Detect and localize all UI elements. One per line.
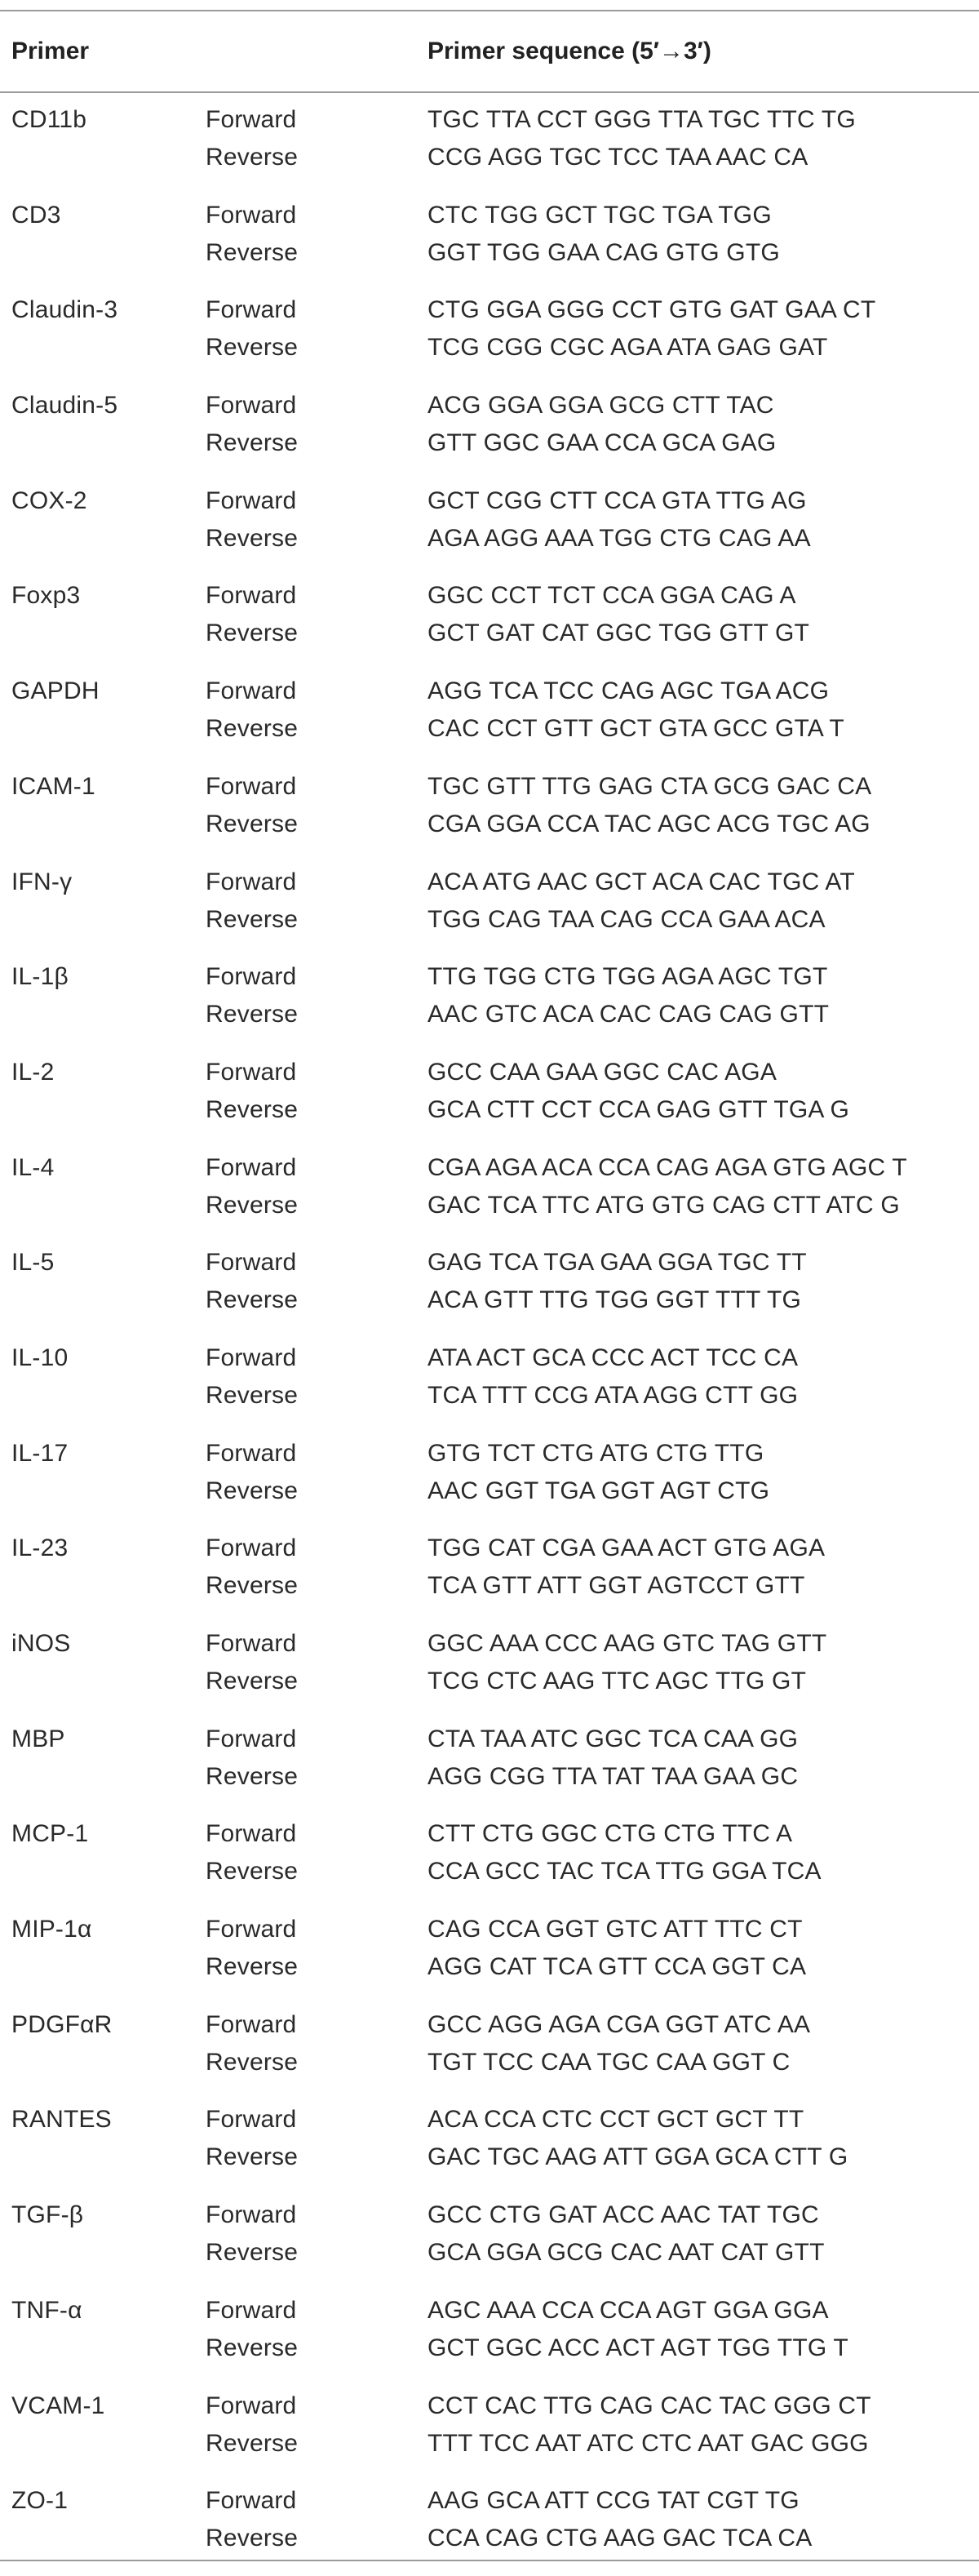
reverse-line (0, 1091, 979, 1129)
table-row (0, 1338, 979, 1433)
reverse-sequence: TGT TCC CAA TGC CAA GGT C (427, 2048, 791, 2076)
forward-line (0, 1244, 979, 1281)
forward-label: Forward (206, 392, 297, 420)
forward-sequence: TGG CAT CGA GAA ACT GTG AGA (427, 1534, 826, 1562)
forward-label: Forward (206, 1344, 297, 1371)
forward-sequence: GTG TCT CTG ATG CTG TTG (427, 1439, 764, 1467)
forward-line (0, 2482, 979, 2520)
reverse-sequence: AGG CGG TTA TAT TAA GAA GC (427, 1762, 799, 1790)
primer-name: MIP-1α (11, 1916, 92, 1943)
table-row (0, 100, 979, 195)
primer-name: IL-2 (11, 1058, 55, 1086)
forward-line (0, 1815, 979, 1853)
reverse-sequence: GCT GGC ACC ACT AGT TGG TTG T (427, 2334, 848, 2361)
forward-sequence: CAG CCA GGT GTC ATT TTC CT (427, 1916, 803, 1943)
forward-sequence: AAG GCA ATT CCG TAT CGT TG (427, 2487, 800, 2515)
reverse-sequence: TCA TTT CCG ATA AGG CTT GG (427, 1381, 799, 1409)
reverse-line (0, 2520, 979, 2557)
primer-name: CD3 (11, 201, 61, 229)
forward-sequence: ACA ATG AAC GCT ACA CAC TGC AT (427, 868, 855, 895)
forward-line (0, 1530, 979, 1567)
primer-name: RANTES (11, 2106, 112, 2134)
forward-line (0, 1911, 979, 1948)
reverse-label: Reverse (206, 1001, 299, 1028)
reverse-line (0, 2139, 979, 2176)
table-row (0, 2005, 979, 2100)
forward-sequence: GCC CAA GAA GGC CAC AGA (427, 1058, 777, 1086)
table-row (0, 766, 979, 862)
reverse-line (0, 1567, 979, 1605)
reverse-label: Reverse (206, 2143, 299, 2171)
forward-line (0, 577, 979, 615)
forward-label: Forward (206, 772, 297, 800)
forward-sequence: CGA AGA ACA CCA CAG AGA GTG AGC T (427, 1153, 907, 1181)
reverse-label: Reverse (206, 2525, 299, 2552)
reverse-line (0, 139, 979, 176)
reverse-label: Reverse (206, 1191, 299, 1219)
reverse-sequence: AGG CAT TCA GTT CCA GGT CA (427, 1953, 807, 1981)
reverse-label: Reverse (206, 2239, 299, 2267)
forward-label: Forward (206, 2010, 297, 2038)
forward-line (0, 1149, 979, 1187)
table-row (0, 481, 979, 576)
reverse-sequence: GCA CTT CCT CCA GAG GTT TGA G (427, 1095, 850, 1123)
reverse-line (0, 2330, 979, 2367)
reverse-sequence: GAC TCA TTC ATG GTG CAG CTT ATC G (427, 1191, 900, 1219)
table-row (0, 575, 979, 671)
reverse-label: Reverse (206, 1858, 299, 1885)
reverse-label: Reverse (206, 238, 299, 266)
reverse-line (0, 2044, 979, 2081)
reverse-label: Reverse (206, 1953, 299, 1981)
forward-sequence: CTG GGA GGG CCT GTG GAT GAA CT (427, 296, 876, 324)
forward-sequence: CTC TGG GCT TGC TGA TGG (427, 201, 772, 229)
primer-name: IFN-γ (11, 868, 73, 895)
forward-label: Forward (206, 2106, 297, 2134)
reverse-line (0, 901, 979, 939)
reverse-sequence: GCA GGA GCG CAC AAT CAT GTT (427, 2239, 825, 2267)
forward-sequence: GAG TCA TGA GAA GGA TGC TT (427, 1249, 807, 1277)
reverse-label: Reverse (206, 1762, 299, 1790)
table-row (0, 957, 979, 1052)
table-row (0, 385, 979, 481)
forward-line (0, 2292, 979, 2330)
table-row (0, 1052, 979, 1148)
forward-sequence: AGG TCA TCC CAG AGC TGA ACG (427, 677, 830, 705)
reverse-label: Reverse (206, 524, 299, 552)
primer-name: TGF-β (11, 2201, 84, 2229)
forward-sequence: GGC AAA CCC AAG GTC TAG GTT (427, 1630, 827, 1657)
forward-line (0, 768, 979, 806)
forward-label: Forward (206, 486, 297, 514)
reverse-label: Reverse (206, 334, 299, 362)
reverse-label: Reverse (206, 715, 299, 743)
primer-name: IL-17 (11, 1439, 69, 1467)
primer-name: Foxp3 (11, 582, 81, 610)
forward-label: Forward (206, 1630, 297, 1657)
table-row (0, 1719, 979, 1814)
reverse-line (0, 520, 979, 557)
reverse-label: Reverse (206, 2429, 299, 2457)
table-row (0, 2099, 979, 2195)
table-row (0, 2386, 979, 2481)
primer-name: ZO-1 (11, 2487, 69, 2515)
forward-line (0, 958, 979, 996)
forward-sequence: GGC CCT TCT CCA GGA CAG A (427, 582, 796, 610)
reverse-sequence: TCG CTC AAG TTC AGC TTG GT (427, 1668, 807, 1694)
primer-name: MBP (11, 1725, 65, 1752)
reverse-line (0, 615, 979, 652)
forward-label: Forward (206, 1153, 297, 1181)
reverse-label: Reverse (206, 1477, 299, 1504)
forward-line (0, 1625, 979, 1663)
primer-name: COX-2 (11, 486, 87, 514)
reverse-sequence: TTT TCC AAT ATC CTC AAT GAC GGG (427, 2429, 869, 2457)
reverse-line (0, 234, 979, 272)
forward-line (0, 101, 979, 139)
forward-sequence: ATA ACT GCA CCC ACT TCC CA (427, 1344, 799, 1371)
table-header (0, 11, 979, 91)
reverse-label: Reverse (206, 620, 299, 647)
reverse-sequence: GAC TGC AAG ATT GGA GCA CTT G (427, 2143, 848, 2171)
reverse-label: Reverse (206, 1095, 299, 1123)
table-row (0, 1528, 979, 1623)
reverse-label: Reverse (206, 1572, 299, 1600)
reverse-sequence: TGG CAG TAA CAG CCA GAA ACA (427, 905, 826, 933)
reverse-label: Reverse (206, 810, 299, 837)
reverse-line (0, 1377, 979, 1415)
forward-sequence: TTG TGG CTG TGG AGA AGC TGT (427, 963, 828, 991)
forward-line (0, 197, 979, 234)
header-primer: Primer (11, 38, 90, 64)
reverse-sequence: GTT GGC GAA CCA GCA GAG (427, 429, 777, 457)
primer-name: VCAM-1 (11, 2392, 105, 2419)
reverse-line (0, 1948, 979, 1986)
forward-label: Forward (206, 2487, 297, 2515)
forward-label: Forward (206, 1439, 297, 1467)
primer-name: MCP-1 (11, 1820, 89, 1848)
primer-name: IL-1β (11, 963, 69, 991)
forward-line (0, 2101, 979, 2139)
forward-line (0, 387, 979, 424)
reverse-label: Reverse (206, 2334, 299, 2361)
forward-label: Forward (206, 677, 297, 705)
table-row (0, 195, 979, 291)
forward-label: Forward (206, 582, 297, 610)
table-row (0, 2481, 979, 2576)
forward-sequence: CTA TAA ATC GGC TCA CAA GG (427, 1725, 799, 1752)
forward-label: Forward (206, 2392, 297, 2419)
reverse-label: Reverse (206, 1381, 299, 1409)
forward-sequence: CCT CAC TTG CAG CAC TAC GGG CT (427, 2392, 871, 2419)
reverse-label: Reverse (206, 144, 299, 171)
reverse-sequence: GGT TGG GAA CAG GTG GTG (427, 238, 780, 266)
reverse-sequence: AAC GTC ACA CAC CAG CAG GTT (427, 1001, 830, 1028)
primer-name: IL-5 (11, 1249, 55, 1277)
table-header-rule (0, 91, 979, 93)
forward-label: Forward (206, 1725, 297, 1752)
reverse-line (0, 996, 979, 1033)
forward-sequence: GCC CTG GAT ACC AAC TAT TGC (427, 2201, 819, 2229)
forward-label: Forward (206, 868, 297, 895)
forward-label: Forward (206, 1058, 297, 1086)
forward-sequence: GCT CGG CTT CCA GTA TTG AG (427, 486, 807, 514)
reverse-sequence: TCG CGG CGC AGA ATA GAG GAT (427, 334, 828, 362)
forward-line (0, 482, 979, 520)
forward-sequence: CTT CTG GGC CTG CTG TTC A (427, 1820, 793, 1848)
reverse-sequence: CCG AGG TGC TCC TAA AAC CA (427, 144, 808, 171)
forward-label: Forward (206, 1820, 297, 1848)
table-row (0, 2195, 979, 2290)
forward-line (0, 1054, 979, 1091)
forward-label: Forward (206, 2201, 297, 2229)
reverse-label: Reverse (206, 1286, 299, 1314)
forward-line (0, 673, 979, 710)
primer-name: PDGFαR (11, 2010, 113, 2038)
forward-line (0, 1435, 979, 1472)
primer-name: ICAM-1 (11, 772, 95, 800)
reverse-sequence: AAC GGT TGA GGT AGT CTG (427, 1477, 770, 1504)
table-row (0, 1623, 979, 1719)
forward-line (0, 864, 979, 901)
forward-line (0, 2196, 979, 2234)
forward-label: Forward (206, 1249, 297, 1277)
primer-name: TNF-α (11, 2296, 82, 2324)
table-row (0, 671, 979, 766)
reverse-line (0, 1758, 979, 1796)
forward-label: Forward (206, 296, 297, 324)
reverse-line (0, 1281, 979, 1319)
forward-sequence: TGC GTT TTG GAG CTA GCG GAC CA (427, 772, 872, 800)
table-row (0, 290, 979, 385)
forward-sequence: GCC AGG AGA CGA GGT ATC AA (427, 2010, 811, 2038)
reverse-sequence: ACA GTT TTG TGG GGT TTT TG (427, 1286, 802, 1314)
reverse-sequence: CGA GGA CCA TAC AGC ACG TGC AG (427, 810, 870, 837)
reverse-sequence: CAC CCT GTT GCT GTA GCC GTA T (427, 715, 844, 743)
header-primer-sequence: Primer sequence (5′→3′) (427, 38, 711, 64)
forward-sequence: AGC AAA CCA CCA AGT GGA GGA (427, 2296, 829, 2324)
forward-line (0, 2387, 979, 2425)
forward-label: Forward (206, 201, 297, 229)
table-row (0, 862, 979, 957)
table-bottom-rule (0, 2560, 979, 2561)
reverse-line (0, 1663, 979, 1700)
table-row (0, 1909, 979, 2005)
reverse-label: Reverse (206, 905, 299, 933)
forward-label: Forward (206, 1534, 297, 1562)
reverse-line (0, 424, 979, 462)
reverse-sequence: CCA CAG CTG AAG GAC TCA CA (427, 2525, 813, 2552)
table-row (0, 1433, 979, 1529)
forward-sequence: ACA CCA CTC CCT GCT GCT TT (427, 2106, 804, 2134)
reverse-line (0, 2425, 979, 2463)
primer-name: Claudin-5 (11, 392, 118, 420)
forward-line (0, 1339, 979, 1377)
table-row (0, 1242, 979, 1338)
primer-name: GAPDH (11, 677, 100, 705)
forward-label: Forward (206, 1916, 297, 1943)
reverse-line (0, 1853, 979, 1890)
forward-line (0, 1721, 979, 1758)
forward-label: Forward (206, 963, 297, 991)
primer-name: IL-4 (11, 1153, 55, 1181)
reverse-label: Reverse (206, 1668, 299, 1694)
reverse-line (0, 2234, 979, 2272)
reverse-sequence: CCA GCC TAC TCA TTG GGA TCA (427, 1858, 822, 1885)
table-row (0, 2290, 979, 2386)
primer-name: iNOS (11, 1630, 71, 1657)
reverse-sequence: AGA AGG AAA TGG CTG CAG AA (427, 524, 811, 552)
primer-name: IL-10 (11, 1344, 69, 1371)
forward-label: Forward (206, 106, 297, 133)
reverse-label: Reverse (206, 429, 299, 457)
table-row (0, 1148, 979, 1243)
reverse-line (0, 1472, 979, 1510)
primer-name: CD11b (11, 106, 87, 133)
table-row (0, 1814, 979, 1909)
reverse-sequence: GCT GAT CAT GGC TGG GTT GT (427, 620, 810, 647)
primer-name: IL-23 (11, 1534, 69, 1562)
forward-label: Forward (206, 2296, 297, 2324)
reverse-line (0, 710, 979, 748)
primer-name: Claudin-3 (11, 296, 118, 324)
forward-sequence: ACG GGA GGA GCG CTT TAC (427, 392, 774, 420)
forward-sequence: TGC TTA CCT GGG TTA TGC TTC TG (427, 106, 856, 133)
forward-line (0, 291, 979, 329)
reverse-line (0, 806, 979, 843)
reverse-line (0, 329, 979, 366)
table-body (0, 100, 979, 2576)
forward-line (0, 2006, 979, 2044)
reverse-sequence: TCA GTT ATT GGT AGTCCT GTT (427, 1572, 805, 1600)
reverse-label: Reverse (206, 2048, 299, 2076)
reverse-line (0, 1187, 979, 1224)
